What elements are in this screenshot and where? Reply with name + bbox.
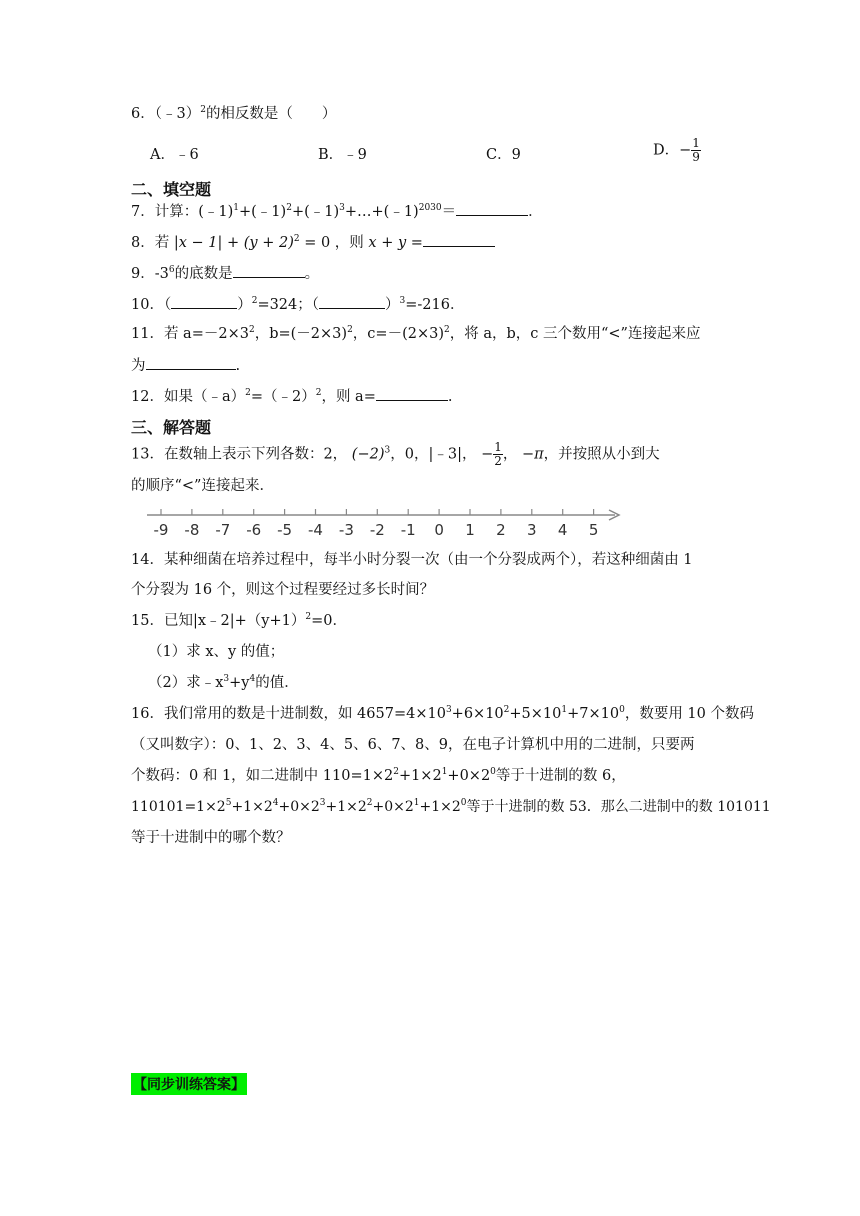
number-line-tick-label: -3 bbox=[338, 521, 354, 539]
answer-blank-7[interactable] bbox=[456, 200, 528, 216]
number-line-tick-label: 5 bbox=[588, 521, 599, 539]
number-line-tick-label: 0 bbox=[434, 521, 444, 539]
number-line-tick-label: -7 bbox=[215, 521, 231, 539]
question-14-line2: 个分裂为 16 个，则这个过程要经过多长时间？ bbox=[131, 582, 435, 598]
number-line-tick-label: -5 bbox=[277, 521, 293, 539]
answer-blank-10a[interactable] bbox=[171, 293, 237, 309]
fraction-half: $\frac{1}{2}$ bbox=[494, 440, 502, 468]
question-7: 7．计算：(﹣1)$^1$+(﹣1)$^2$+(﹣1)$^3$+…+(﹣1)$^{2030}$＝ ． bbox=[131, 200, 543, 222]
number-line-tick-label: -9 bbox=[153, 521, 169, 539]
question-14: 14．某种细菌在培养过程中，每半小时分裂一次（由一个分裂成两个），若这种细菌由 1 bbox=[131, 552, 693, 568]
question-16-line3: 个数码：0 和 1，如二进制中 $110=1\times 2^2+1\times 2^1+0\times 2^0$等于十进制的数 6， bbox=[131, 767, 626, 784]
number-line-tick-label: -1 bbox=[400, 521, 416, 539]
question-13-line2: 的顺序“<”连接起来． bbox=[131, 478, 274, 494]
option-d-fraction: $\frac{1}{9}$ bbox=[692, 136, 700, 164]
number-line-tick-label: 1 bbox=[465, 521, 475, 539]
answer-blank-10b[interactable] bbox=[319, 293, 385, 309]
answer-blank-12[interactable] bbox=[376, 385, 448, 401]
question-11-line2: 为 . bbox=[131, 354, 240, 376]
number-line-tick-label: -2 bbox=[369, 521, 385, 539]
number-line-tick-label: -6 bbox=[246, 521, 262, 539]
question-15: 15．已知$|x﹣2|+(y+1)^2=0$． bbox=[131, 612, 347, 629]
question-9: 9．$-3^6$的底数是 。 bbox=[131, 262, 319, 284]
number-line-tick-label: 3 bbox=[527, 521, 537, 539]
question-15-part1: （1）求 x、y 的值； bbox=[148, 644, 285, 660]
option-d bbox=[653, 137, 701, 164]
question-16-line5: 等于十进制中的哪个数？ bbox=[131, 830, 291, 846]
option-d-label: D．− bbox=[653, 142, 692, 159]
number-line-tick-label: 2 bbox=[496, 521, 506, 539]
question-12: 12．如果（﹣a）$^2$=（﹣2）$^2$，则 a= . bbox=[131, 385, 452, 407]
answer-blank-11[interactable] bbox=[146, 354, 236, 370]
option-a: A．﹣6 bbox=[150, 147, 199, 163]
question-16-line4: $110101=1\times 2^5+1\times 2^4+0\times 2^3+1\times 2^2+0\times 2^1+1\times 2^0$等于十进制的数 53．那么二进制中的数 101011 bbox=[131, 798, 771, 815]
question-13: 13．在数轴上表示下列各数：2， $(-2)^3$，0，|﹣3|， − $\frac{1}{2}$ ， −π，并按照从小到大 bbox=[131, 440, 660, 468]
question-16-line2: （又叫数字）：0、1、2、3、4、5、6、7、8、9，在电子计算机中用的二进制，只要两 bbox=[131, 737, 695, 753]
section-solve: 三、解答题 bbox=[131, 418, 212, 437]
number-line bbox=[147, 506, 627, 542]
question-6: 6．（﹣3）$^2$的相反数是（ ） bbox=[131, 105, 337, 122]
question-11: 11．若 $a=-2\times 3^2$，$b=(-2\times 3)^2$，$c=-(2\times 3)^2$，将 a，b，c 三个数用“<”连接起来应 bbox=[131, 325, 701, 342]
question-15-part2: （2）求$﹣x^3+y^4$的值． bbox=[148, 674, 299, 691]
option-b: B．﹣9 bbox=[318, 147, 367, 163]
question-8: 8．若 $|x - 1| + (y + 2)^2 = 0$ ，则 x + y = bbox=[131, 231, 495, 253]
answer-blank-9[interactable] bbox=[233, 262, 305, 278]
number-line-tick-label: -8 bbox=[184, 521, 200, 539]
answer-section-label: 【同步训练答案】 bbox=[131, 1073, 247, 1095]
number-line-tick-label: -4 bbox=[308, 521, 323, 539]
answer-blank-8[interactable] bbox=[423, 231, 495, 247]
section-fill-in: 二、填空题 bbox=[131, 180, 212, 199]
question-10: 10．（ ）$^2$=324；（ ）$^3$=-216． bbox=[131, 293, 464, 315]
number-line-tick-label: 4 bbox=[557, 521, 568, 539]
question-16: 16．我们常用的数是十进制数，如 $4657=4\times 10^3+6\times 10^2+5\times 10^1+7\times 10^0$，数要用 10 个数码 bbox=[131, 705, 754, 722]
option-c: C．9 bbox=[486, 147, 521, 163]
